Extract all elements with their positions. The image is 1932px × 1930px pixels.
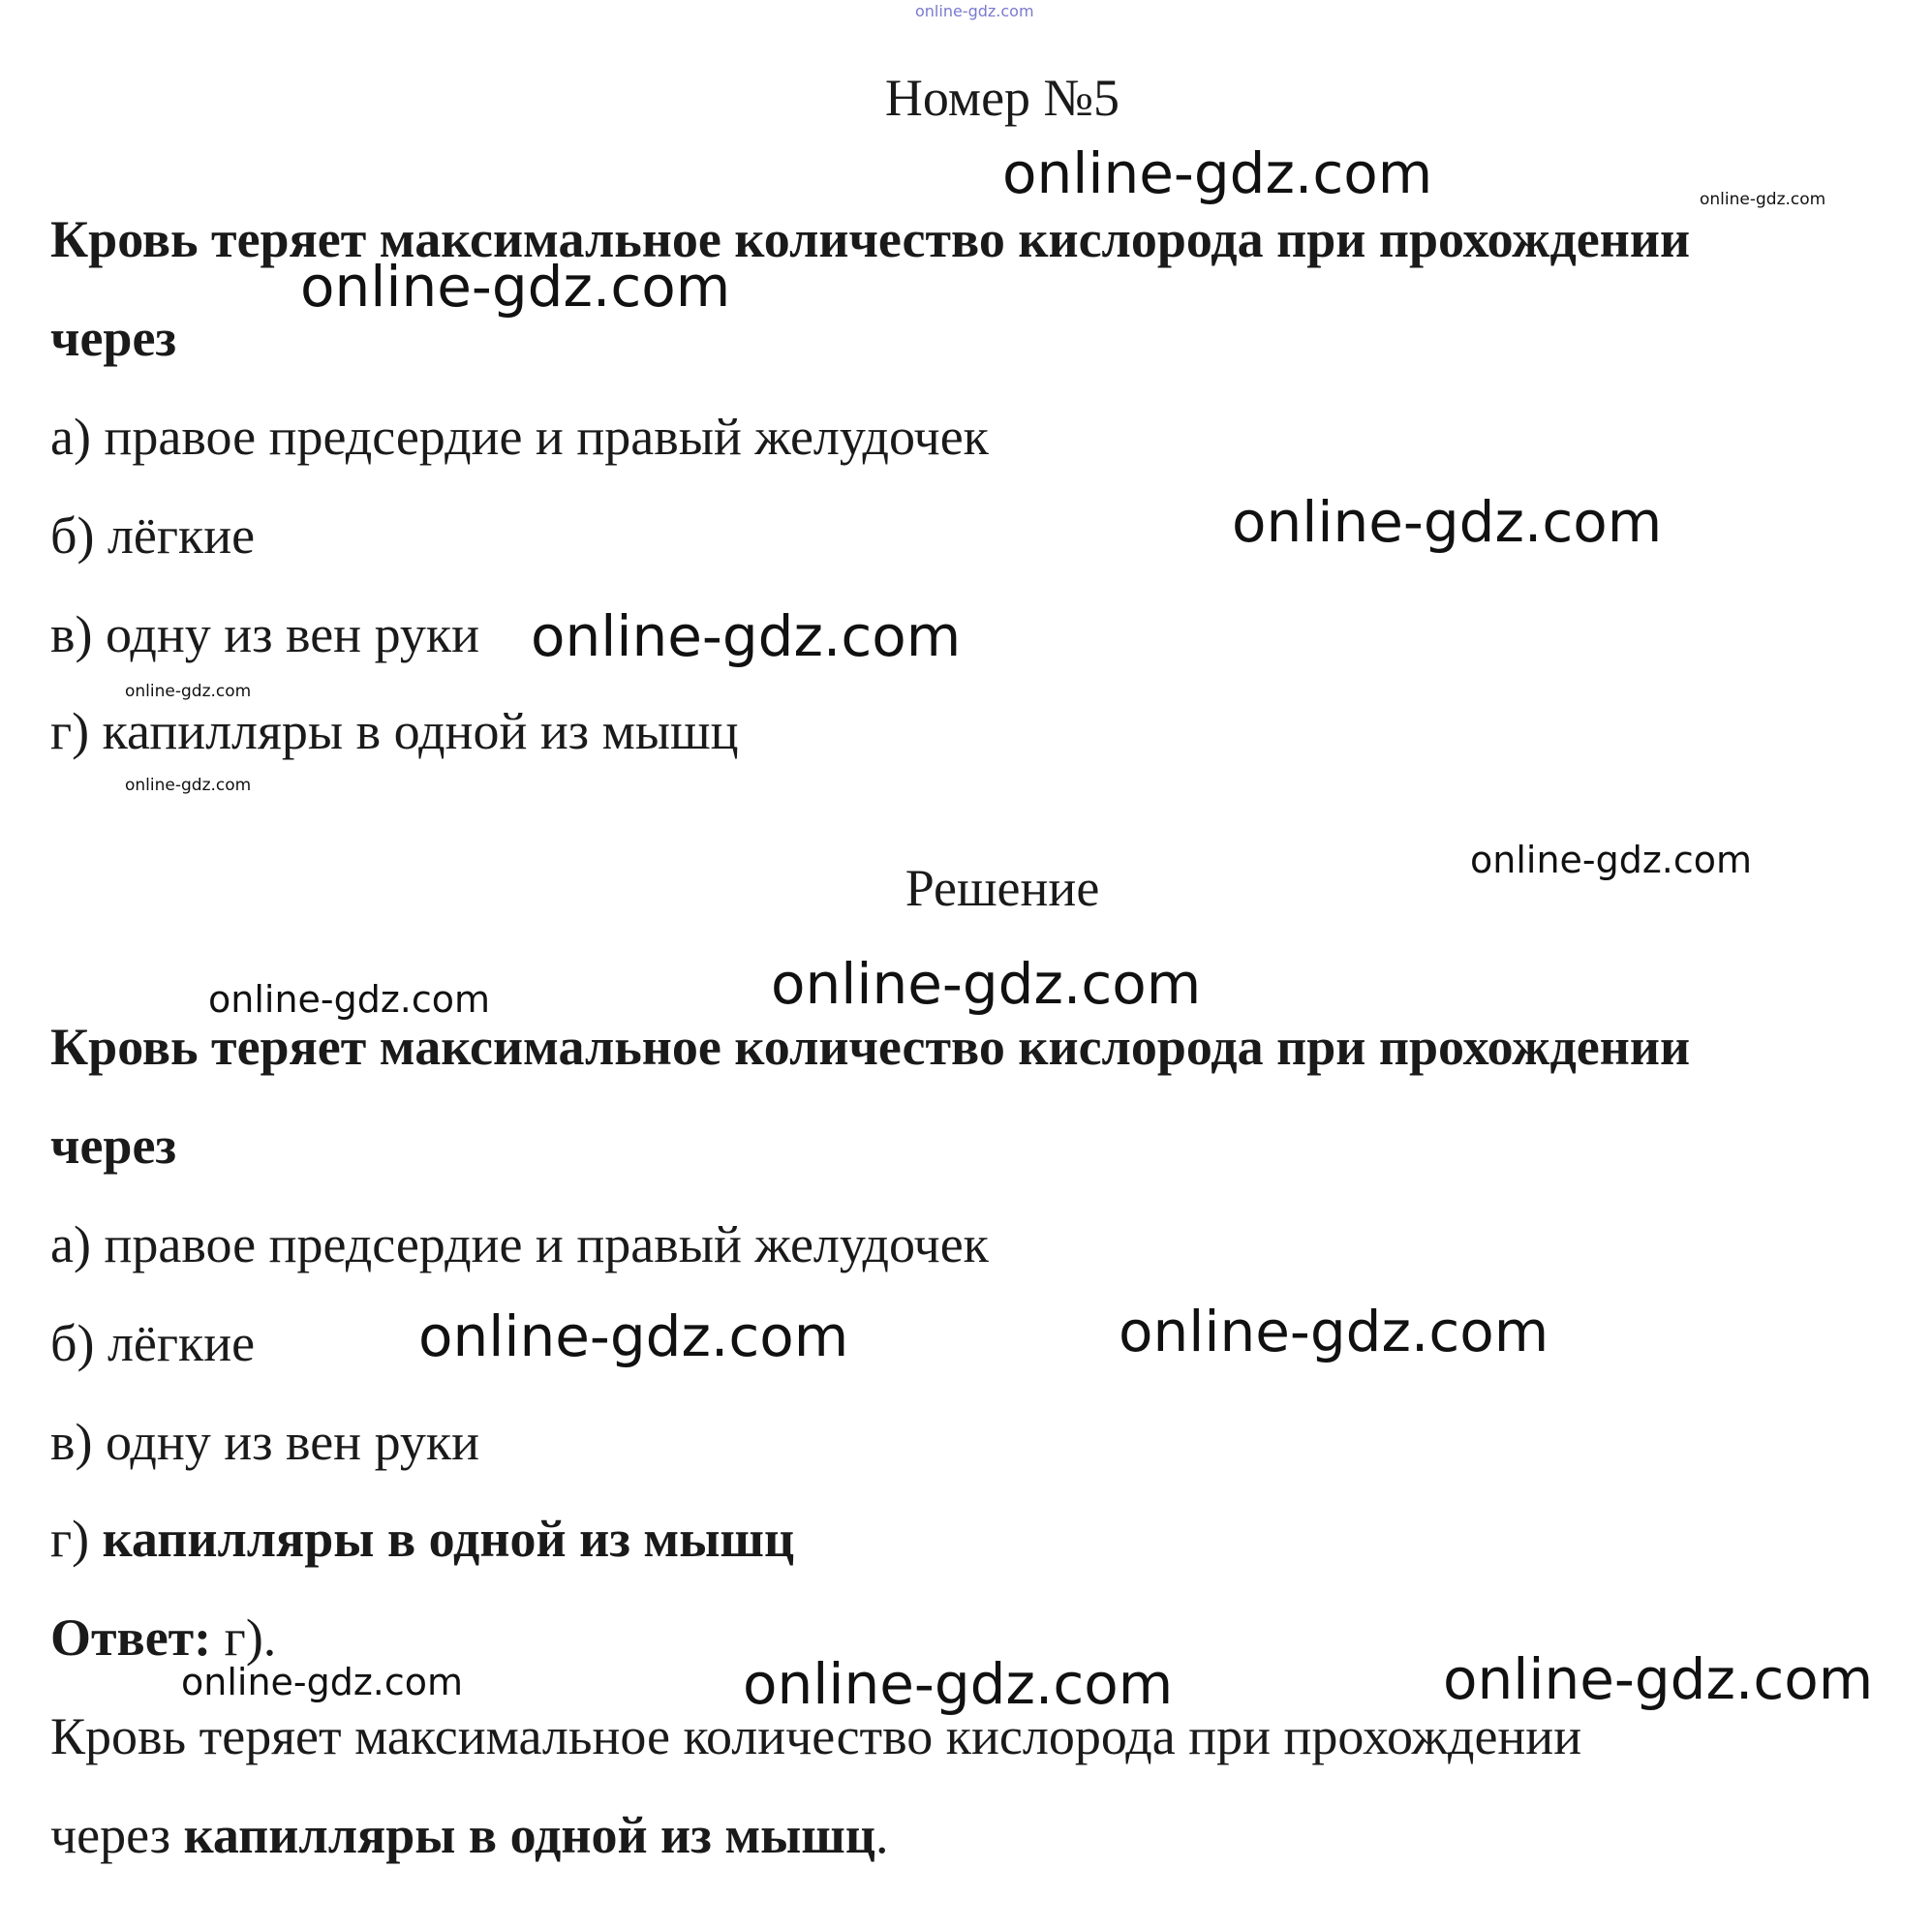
watermark: online-gdz.com	[771, 951, 1202, 1017]
explanation-line2	[50, 1805, 889, 1865]
explanation-bold: капилляры в одной из мышц	[183, 1806, 876, 1864]
watermark: online-gdz.com	[181, 1661, 464, 1703]
watermark: online-gdz.com	[1443, 1646, 1874, 1712]
explanation-suffix: .	[875, 1806, 889, 1864]
question-line2: через	[50, 309, 177, 367]
option-letter: г)	[50, 702, 90, 760]
option-text: правое предсердие и правый желудочек	[104, 1215, 989, 1273]
option-g	[50, 701, 739, 761]
option-v	[50, 604, 479, 664]
solution-question-line1: Кровь теряет максимальное количество кислорода при прохождении	[50, 1018, 1691, 1076]
explanation-prefix: через	[50, 1806, 171, 1864]
watermark: online-gdz.com	[1232, 489, 1663, 555]
watermark-top: online-gdz.com	[915, 2, 1034, 20]
task-title: Номер №5	[884, 69, 1120, 127]
option-letter: а)	[50, 408, 91, 466]
option-text: правое предсердие и правый желудочек	[104, 408, 989, 466]
solution-option-v	[50, 1412, 479, 1472]
watermark: online-gdz.com	[1470, 839, 1753, 881]
option-text: лёгкие	[107, 506, 256, 565]
option-letter: в)	[50, 605, 93, 663]
option-letter: а)	[50, 1215, 91, 1273]
question-line1: Кровь теряет максимальное количество кислорода при прохождении	[50, 210, 1691, 268]
explanation-line1: Кровь теряет максимальное количество кислорода при прохождении	[50, 1707, 1582, 1765]
watermark: online-gdz.com	[125, 776, 252, 795]
option-b	[50, 505, 255, 566]
answer-label: Ответ:	[50, 1608, 212, 1667]
watermark: online-gdz.com	[1119, 1299, 1549, 1364]
solution-title: Решение	[905, 859, 1100, 917]
watermark: online-gdz.com	[743, 1651, 1174, 1717]
option-text: лёгкие	[107, 1314, 256, 1372]
watermark: online-gdz.com	[531, 603, 962, 669]
watermark: online-gdz.com	[300, 254, 731, 320]
option-letter: б)	[50, 1314, 95, 1372]
watermark: online-gdz.com	[1002, 140, 1433, 206]
watermark: online-gdz.com	[1700, 190, 1826, 209]
option-text-highlighted: капилляры в одной из мышц	[102, 1510, 795, 1568]
option-a	[50, 407, 989, 467]
option-letter: в)	[50, 1413, 93, 1471]
option-letter: б)	[50, 506, 95, 565]
solution-option-g	[50, 1509, 794, 1569]
solution-option-b	[50, 1313, 255, 1373]
watermark: online-gdz.com	[125, 682, 252, 701]
watermark: online-gdz.com	[208, 978, 491, 1021]
answer	[50, 1608, 276, 1668]
answer-value: г).	[224, 1608, 277, 1667]
option-text: одну из вен руки	[105, 605, 479, 663]
solution-question-line2: через	[50, 1117, 177, 1175]
option-text: одну из вен руки	[105, 1413, 479, 1471]
watermark: online-gdz.com	[418, 1303, 849, 1369]
option-text: капилляры в одной из мышц	[102, 702, 739, 760]
option-letter: г)	[50, 1510, 90, 1568]
solution-option-a	[50, 1214, 989, 1274]
